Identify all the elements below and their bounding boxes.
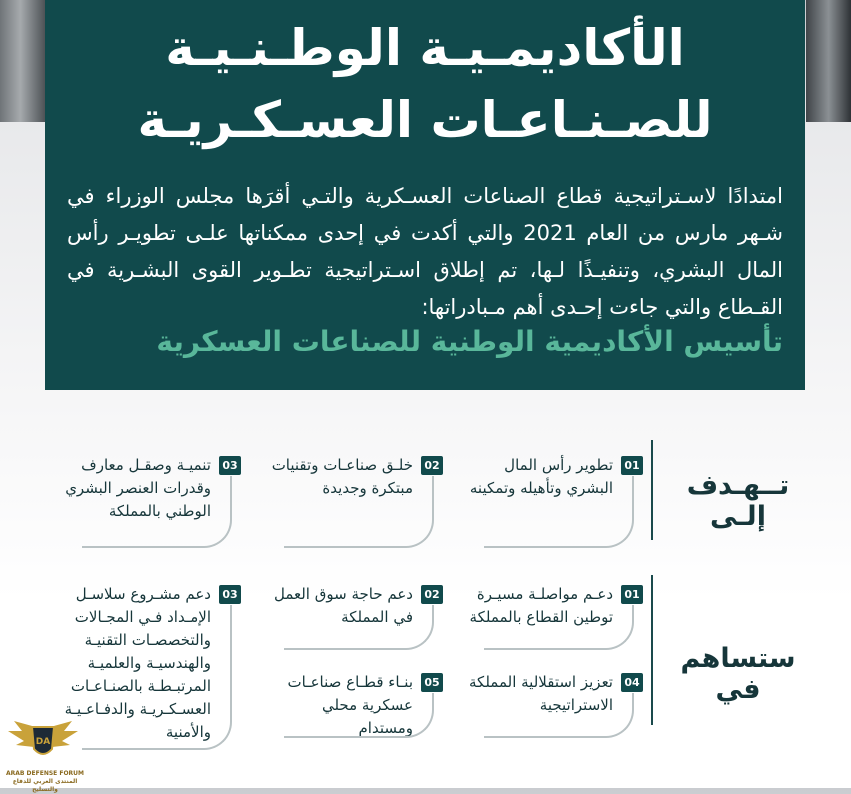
item-text: تطوير رأس المال البشري وتأهيله وتمكينه [469, 456, 613, 497]
page-title [45, 12, 805, 156]
item-text: خلـق صناعـات وتقنيات مبتكرة وجديدة [271, 456, 413, 497]
item-number-badge: 02 [421, 585, 443, 604]
item-text: دعـم مواصلـة مسيـرة توطين القطاع بالمملكة [469, 585, 613, 626]
svg-text:DA: DA [35, 737, 51, 747]
winged-emblem-icon [4, 715, 82, 771]
item-connector [82, 605, 232, 750]
forum-logo [4, 715, 85, 793]
highlight-text: تأسيس الأكاديمية الوطنية للصناعات العسكرية [156, 325, 783, 358]
contributions-label: ستساهم في [680, 643, 796, 705]
goals-divider [651, 440, 653, 540]
item-text: دعم مشـروع سلاسـل الإمـداد فـي المجـالات والتخصصـات التقنيـة والهندسيـة والعلميـة المرتبـطـة بالصنـاعـات العسـكـريـة والدفـاعـيـة والأمنية [64, 585, 211, 741]
item-connector [284, 605, 434, 650]
goals-section [0, 440, 851, 555]
contributions-divider [651, 575, 653, 725]
item-connector [284, 693, 434, 738]
item-number-badge: 03 [219, 585, 241, 604]
background-photo-left [0, 0, 45, 122]
item-number-badge: 04 [621, 673, 643, 692]
intro-panel [45, 0, 805, 390]
title-line-1: الأكاديمـيـة الوطـنـيـة [165, 19, 685, 77]
item-text: بنـاء قطـاع صناعـات عسكرية محلي ومستدام [287, 673, 413, 737]
item-number-badge: 01 [621, 585, 643, 604]
item-connector [484, 693, 634, 738]
logo-name: ARAB DEFENSE FORUM [5, 770, 85, 777]
item-connector [82, 476, 232, 548]
item-text: تنميـة وصقـل معارف وقدرات العنصر البشري الوطني بالمملكة [65, 456, 211, 520]
logo-subtitle: المنتدى العربي للدفاع والتسليح [12, 778, 78, 793]
item-connector [484, 605, 634, 650]
item-number-badge: 03 [219, 456, 241, 475]
goals-label: تــهـدف إلـى [686, 470, 790, 532]
contributions-section [0, 575, 851, 775]
item-text: تعزيز استقلالية المملكة الاستراتيجية [469, 673, 613, 714]
item-connector [484, 476, 634, 548]
background-photo-right [806, 0, 851, 122]
title-line-2: للصـنـاعـات العسـكـريـة [137, 91, 713, 149]
item-number-badge: 02 [421, 456, 443, 475]
logo-caption [4, 770, 86, 794]
item-text: دعم حاجة سوق العمل في المملكة [273, 585, 413, 626]
item-number-badge: 05 [421, 673, 443, 692]
item-connector [284, 476, 434, 548]
intro-paragraph: امتدادًا لاسـتراتيجية قطاع الصناعات العسـكرية والتـي أقرَها مجلس الوزراء في شـهر مارس من العام 2021 والتي أكدت في إحدى ممكناتها علـى تطويـر رأس المال البشري، وتنفيـذًا لـها، تم إطلاق اسـتراتيجية تطـوير القوى البشـرية في القـطاع والتي جاءت إحـدى أهم مـبادراتها: [67, 184, 783, 319]
item-number-badge: 01 [621, 456, 643, 475]
